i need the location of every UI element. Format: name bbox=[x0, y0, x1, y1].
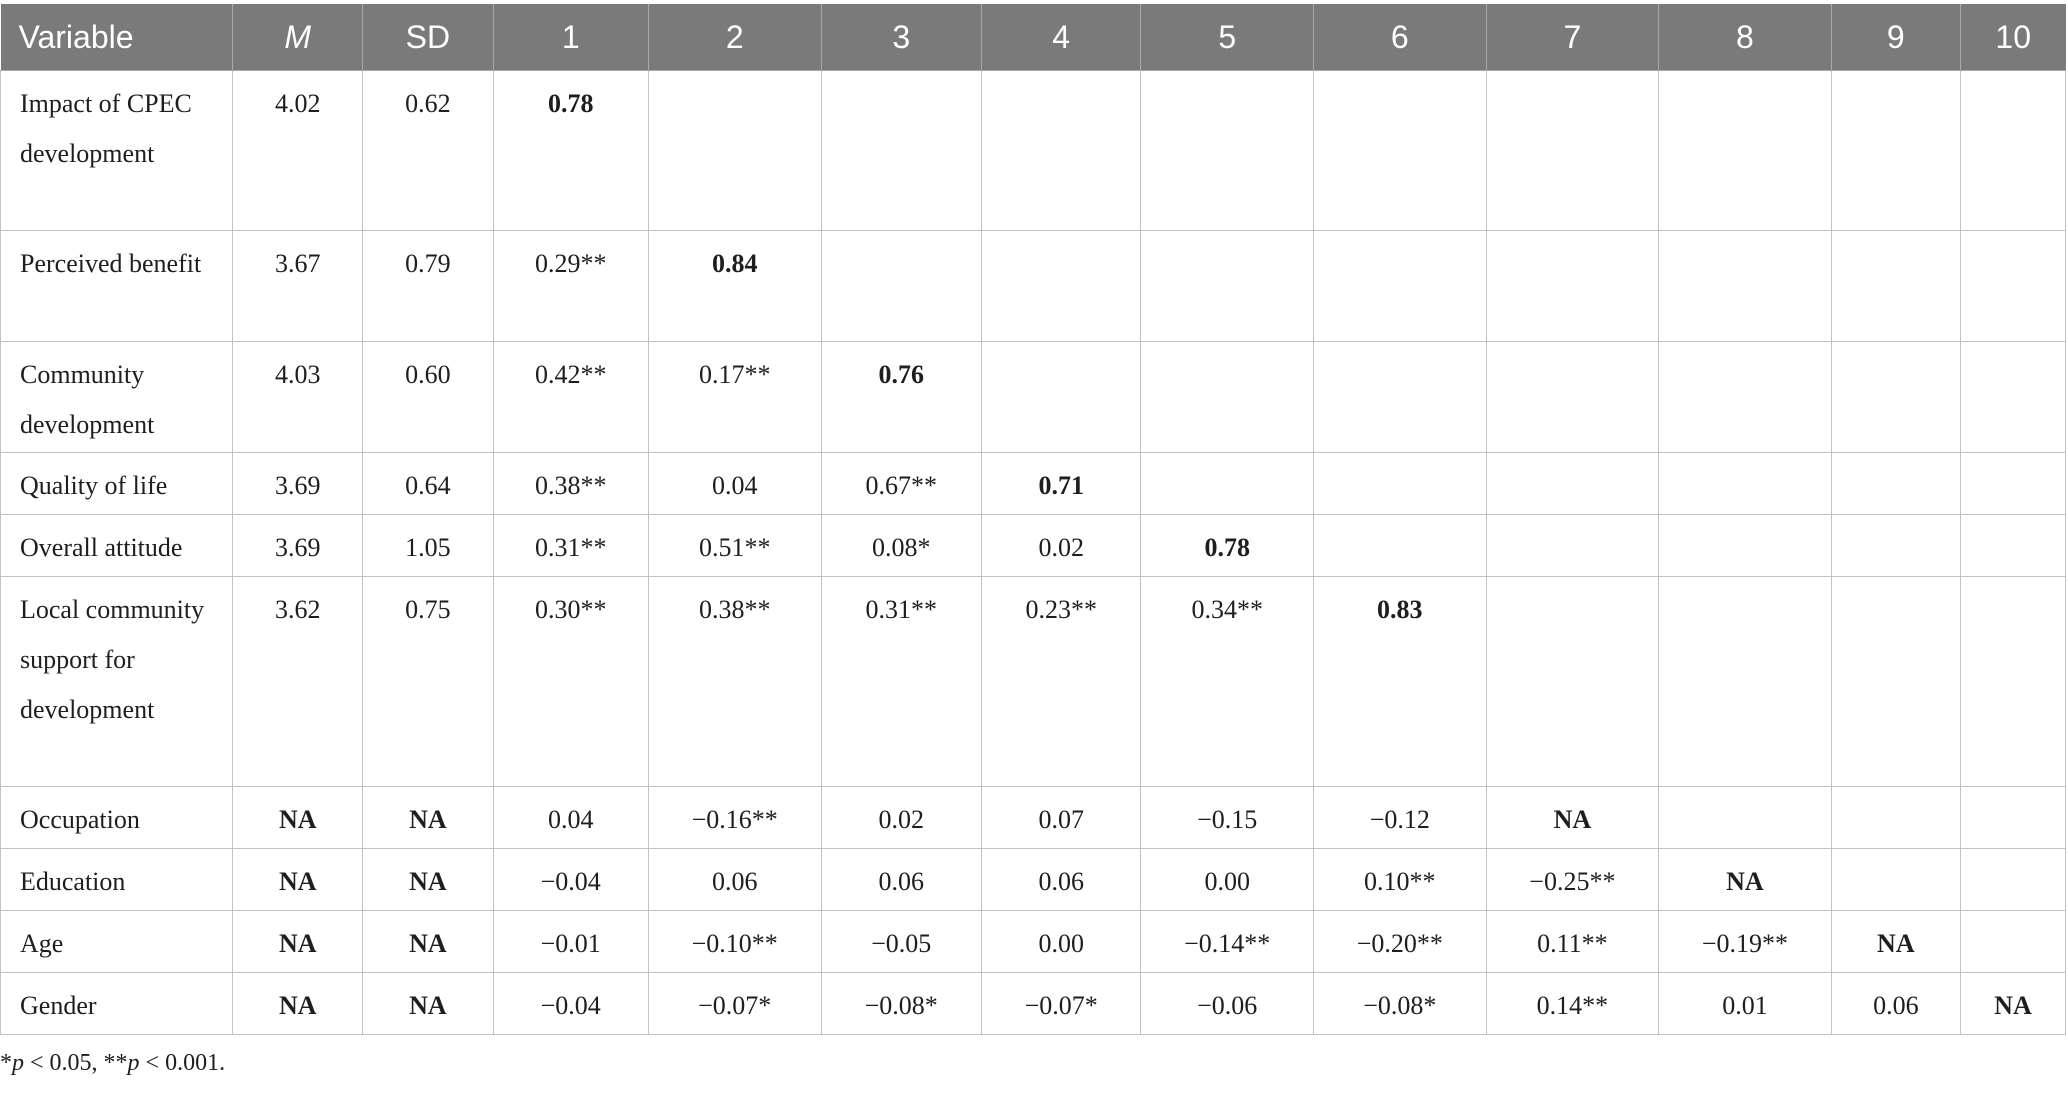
cell-r9 bbox=[1831, 849, 1960, 911]
cell-sd: 1.05 bbox=[363, 515, 493, 577]
cell-r9 bbox=[1831, 342, 1960, 453]
cell-variable: Community development bbox=[1, 342, 233, 453]
cell-sd: 0.79 bbox=[363, 231, 493, 342]
cell-r8 bbox=[1659, 231, 1832, 342]
cell-r2 bbox=[648, 71, 821, 231]
cell-r10 bbox=[1960, 911, 2065, 973]
cell-r4 bbox=[981, 71, 1140, 231]
table-row bbox=[1, 515, 2066, 577]
cell-r7 bbox=[1486, 71, 1659, 231]
cell-r10 bbox=[1960, 515, 2065, 577]
cell-r10 bbox=[1960, 453, 2065, 515]
cell-r10 bbox=[1960, 71, 2065, 231]
table-row bbox=[1, 71, 2066, 231]
cell-mean: 3.67 bbox=[233, 231, 363, 342]
cell-r5: 0.34** bbox=[1141, 577, 1314, 787]
cell-r10 bbox=[1960, 577, 2065, 787]
cell-r8 bbox=[1659, 577, 1832, 787]
cell-r4: 0.71 bbox=[981, 453, 1140, 515]
cell-r8 bbox=[1659, 453, 1832, 515]
table-row bbox=[1, 911, 2066, 973]
cell-r1: 0.04 bbox=[493, 787, 648, 849]
cell-r4: 0.07 bbox=[981, 787, 1140, 849]
cell-r4: 0.02 bbox=[981, 515, 1140, 577]
cell-sd: NA bbox=[363, 973, 493, 1035]
footnote-text-2: < 0.001. bbox=[139, 1050, 226, 1076]
cell-r2: −0.10** bbox=[648, 911, 821, 973]
cell-r7 bbox=[1486, 577, 1659, 787]
header-col-3: 3 bbox=[821, 4, 981, 71]
cell-r5: 0.00 bbox=[1141, 849, 1314, 911]
cell-r2: −0.16** bbox=[648, 787, 821, 849]
cell-sd: NA bbox=[363, 849, 493, 911]
cell-r9 bbox=[1831, 231, 1960, 342]
cell-r10 bbox=[1960, 342, 2065, 453]
footnote-star: * bbox=[0, 1050, 12, 1076]
cell-r1: 0.29** bbox=[493, 231, 648, 342]
cell-mean: 3.69 bbox=[233, 515, 363, 577]
correlation-table bbox=[0, 4, 2066, 1035]
cell-r1: 0.30** bbox=[493, 577, 648, 787]
cell-r2: 0.17** bbox=[648, 342, 821, 453]
cell-r1: 0.38** bbox=[493, 453, 648, 515]
cell-r3 bbox=[821, 231, 981, 342]
cell-r6: −0.08* bbox=[1314, 973, 1487, 1035]
cell-r8 bbox=[1659, 515, 1832, 577]
footnote-text-1: < 0.05, ** bbox=[24, 1050, 128, 1076]
cell-sd: NA bbox=[363, 911, 493, 973]
cell-mean: 3.62 bbox=[233, 577, 363, 787]
cell-variable: Overall attitude bbox=[1, 515, 233, 577]
cell-r9 bbox=[1831, 71, 1960, 231]
table-row bbox=[1, 849, 2066, 911]
cell-mean: 3.69 bbox=[233, 453, 363, 515]
cell-r10 bbox=[1960, 849, 2065, 911]
cell-r6: −0.12 bbox=[1314, 787, 1487, 849]
correlation-table-container bbox=[0, 4, 2068, 1035]
cell-sd: 0.60 bbox=[363, 342, 493, 453]
cell-r7: 0.14** bbox=[1486, 973, 1659, 1035]
cell-variable: Local community support for development bbox=[1, 577, 233, 787]
header-col-4: 4 bbox=[981, 4, 1140, 71]
cell-variable: Gender bbox=[1, 973, 233, 1035]
cell-r8 bbox=[1659, 71, 1832, 231]
cell-r3: 0.06 bbox=[821, 849, 981, 911]
cell-r5 bbox=[1141, 453, 1314, 515]
cell-r8 bbox=[1659, 342, 1832, 453]
cell-r5: −0.06 bbox=[1141, 973, 1314, 1035]
cell-r6: 0.83 bbox=[1314, 577, 1487, 787]
cell-r5: −0.14** bbox=[1141, 911, 1314, 973]
header-col-1: 1 bbox=[493, 4, 648, 71]
cell-mean: NA bbox=[233, 849, 363, 911]
header-mean: M bbox=[233, 4, 363, 71]
cell-r10 bbox=[1960, 231, 2065, 342]
cell-r7 bbox=[1486, 515, 1659, 577]
cell-r9 bbox=[1831, 515, 1960, 577]
cell-r8: −0.19** bbox=[1659, 911, 1832, 973]
cell-r2: −0.07* bbox=[648, 973, 821, 1035]
cell-sd: 0.62 bbox=[363, 71, 493, 231]
cell-r3: 0.08* bbox=[821, 515, 981, 577]
cell-r10 bbox=[1960, 787, 2065, 849]
cell-r9 bbox=[1831, 577, 1960, 787]
cell-variable: Occupation bbox=[1, 787, 233, 849]
cell-r8: NA bbox=[1659, 849, 1832, 911]
header-col-8: 8 bbox=[1659, 4, 1832, 71]
footnote-p-symbol: p bbox=[127, 1050, 140, 1076]
cell-r2: 0.38** bbox=[648, 577, 821, 787]
cell-r3: −0.08* bbox=[821, 973, 981, 1035]
header-col-10: 10 bbox=[1960, 4, 2065, 71]
cell-r1: 0.42** bbox=[493, 342, 648, 453]
cell-r5 bbox=[1141, 71, 1314, 231]
cell-r7: 0.11** bbox=[1486, 911, 1659, 973]
table-row bbox=[1, 342, 2066, 453]
header-col-9: 9 bbox=[1831, 4, 1960, 71]
cell-r1: −0.01 bbox=[493, 911, 648, 973]
cell-r3: 0.67** bbox=[821, 453, 981, 515]
cell-variable: Perceived benefit bbox=[1, 231, 233, 342]
table-header-row bbox=[1, 4, 2066, 71]
table-footnote bbox=[0, 1050, 225, 1077]
cell-r1: 0.31** bbox=[493, 515, 648, 577]
cell-r9: 0.06 bbox=[1831, 973, 1960, 1035]
cell-sd: 0.75 bbox=[363, 577, 493, 787]
cell-r3: 0.02 bbox=[821, 787, 981, 849]
cell-r6 bbox=[1314, 342, 1487, 453]
table-row bbox=[1, 787, 2066, 849]
cell-r6 bbox=[1314, 515, 1487, 577]
cell-r4: 0.00 bbox=[981, 911, 1140, 973]
header-col-2: 2 bbox=[648, 4, 821, 71]
cell-variable: Quality of life bbox=[1, 453, 233, 515]
cell-r4: 0.06 bbox=[981, 849, 1140, 911]
cell-r4 bbox=[981, 342, 1140, 453]
header-col-6: 6 bbox=[1314, 4, 1487, 71]
cell-r7 bbox=[1486, 453, 1659, 515]
table-row bbox=[1, 577, 2066, 787]
cell-r7: −0.25** bbox=[1486, 849, 1659, 911]
cell-r6: 0.10** bbox=[1314, 849, 1487, 911]
cell-r6 bbox=[1314, 71, 1487, 231]
cell-r8 bbox=[1659, 787, 1832, 849]
cell-r7 bbox=[1486, 231, 1659, 342]
table-row bbox=[1, 973, 2066, 1035]
cell-r8: 0.01 bbox=[1659, 973, 1832, 1035]
cell-r5 bbox=[1141, 231, 1314, 342]
cell-mean: 4.03 bbox=[233, 342, 363, 453]
cell-r4: −0.07* bbox=[981, 973, 1140, 1035]
cell-sd: NA bbox=[363, 787, 493, 849]
cell-variable: Impact of CPEC development bbox=[1, 71, 233, 231]
cell-r1: −0.04 bbox=[493, 849, 648, 911]
cell-r1: 0.78 bbox=[493, 71, 648, 231]
cell-r5: 0.78 bbox=[1141, 515, 1314, 577]
cell-r6 bbox=[1314, 231, 1487, 342]
cell-r3: −0.05 bbox=[821, 911, 981, 973]
cell-mean: NA bbox=[233, 787, 363, 849]
table-body bbox=[1, 71, 2066, 1035]
cell-mean: NA bbox=[233, 973, 363, 1035]
cell-r5: −0.15 bbox=[1141, 787, 1314, 849]
cell-mean: NA bbox=[233, 911, 363, 973]
footnote-p-symbol: p bbox=[12, 1050, 24, 1076]
header-col-7: 7 bbox=[1486, 4, 1659, 71]
cell-r6 bbox=[1314, 453, 1487, 515]
cell-r3 bbox=[821, 71, 981, 231]
cell-r3: 0.31** bbox=[821, 577, 981, 787]
cell-sd: 0.64 bbox=[363, 453, 493, 515]
table-row bbox=[1, 231, 2066, 342]
cell-r4 bbox=[981, 231, 1140, 342]
cell-variable: Education bbox=[1, 849, 233, 911]
header-variable: Variable bbox=[1, 4, 233, 71]
cell-r2: 0.04 bbox=[648, 453, 821, 515]
cell-r1: −0.04 bbox=[493, 973, 648, 1035]
cell-r5 bbox=[1141, 342, 1314, 453]
cell-r2: 0.06 bbox=[648, 849, 821, 911]
header-sd: SD bbox=[363, 4, 493, 71]
cell-r9: NA bbox=[1831, 911, 1960, 973]
cell-r7 bbox=[1486, 342, 1659, 453]
table-row bbox=[1, 453, 2066, 515]
cell-r9 bbox=[1831, 453, 1960, 515]
cell-r9 bbox=[1831, 787, 1960, 849]
cell-r7: NA bbox=[1486, 787, 1659, 849]
cell-r4: 0.23** bbox=[981, 577, 1140, 787]
header-col-5: 5 bbox=[1141, 4, 1314, 71]
cell-r2: 0.84 bbox=[648, 231, 821, 342]
cell-r10: NA bbox=[1960, 973, 2065, 1035]
cell-r3: 0.76 bbox=[821, 342, 981, 453]
cell-mean: 4.02 bbox=[233, 71, 363, 231]
cell-r6: −0.20** bbox=[1314, 911, 1487, 973]
cell-r2: 0.51** bbox=[648, 515, 821, 577]
cell-variable: Age bbox=[1, 911, 233, 973]
